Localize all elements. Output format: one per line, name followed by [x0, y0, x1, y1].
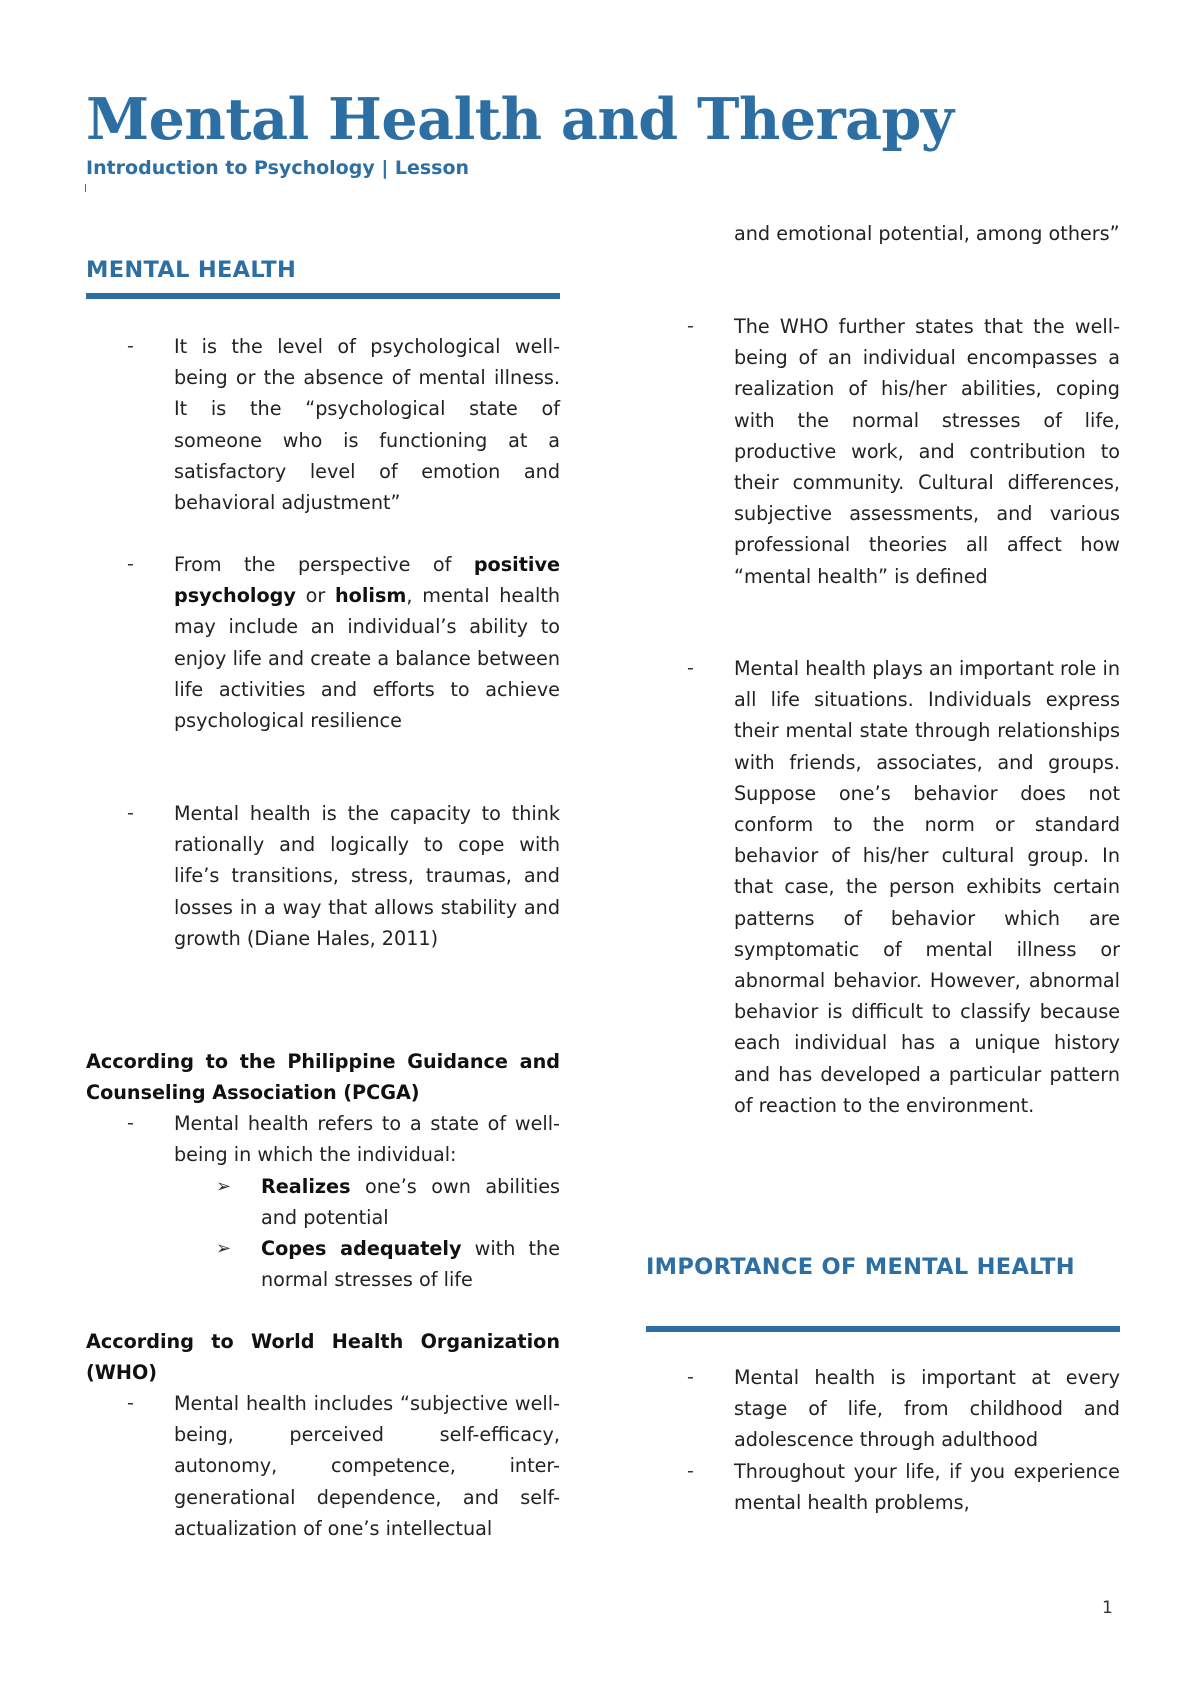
bullet-text: Mental health includes “subjective well-being, perceived self-efficacy, autonomy, competence, inter-generational dependence, and self-actualization of one’s intellectual	[174, 1392, 560, 1540]
bullet-text: Mental health plays an important role in all life situations. Individuals express their mental state through relationships with friends, associates, and groups. Suppose one’s behavior does not conform to the norm or standard behavior of his/her cultural group. In that case, the person exhibits certain patterns of behavior which are symptomatic of mental illness or abnormal behavior. However, abnormal behavior is difficult to classify because each individual has a unique history and has developed a particular pattern of reaction to the environment.	[734, 657, 1120, 1117]
list-item	[86, 331, 560, 518]
bullet-marker: -	[687, 315, 694, 337]
text-run: From the perspective of	[174, 553, 474, 576]
bullet-marker: -	[127, 1112, 134, 1134]
sub-list-item	[86, 1233, 560, 1295]
list-item	[86, 798, 560, 954]
continued-text	[646, 218, 1120, 249]
text-run: , mental health may include an individual’s ability to enjoy life and create a balance between life activities and efforts to achieve psychological resilience	[174, 584, 560, 733]
bullet-text: Mental health is the capacity to think rationally and logically to cope with life’s transitions, stress, traumas, and losses in a way that allows stability and growth (Diane Hales, 2011)	[174, 802, 560, 950]
list-item	[646, 653, 1120, 1121]
bullet-text: Mental health is important at every stage of life, from childhood and adolescence through adulthood	[734, 1366, 1120, 1452]
term-realizes: Realizes	[261, 1175, 351, 1198]
text-run: with the normal stresses of life	[261, 1237, 560, 1292]
bullet-text: The WHO further states that the well-being of an individual encompasses a realization of his/her abilities, coping with the normal stresses of life, productive work, and contribution to their community. Cultural differences, subjective assessments, and various professional theories all affect how “mental health” is defined	[734, 315, 1120, 588]
pcga-label: According to the Philippine Guidance and Counseling Association (PCGA)	[86, 1050, 560, 1105]
who-label: According to World Health Organization (WHO)	[86, 1330, 560, 1385]
document-title: Mental Health and Therapy	[86, 86, 954, 153]
bullet-marker: -	[687, 657, 694, 679]
term-positive-psychology: positive psychology	[174, 553, 560, 608]
bullet-marker: -	[127, 335, 134, 357]
arrow-bullet-icon: ➢	[216, 1176, 232, 1197]
bullet-text: Throughout your life, if you experience mental health problems,	[734, 1460, 1120, 1515]
section-heading-mental-health: MENTAL HEALTH	[86, 257, 297, 283]
bullet-marker: -	[127, 802, 134, 824]
bullet-text	[174, 549, 560, 736]
list-item	[646, 311, 1120, 592]
page-number: 1	[1102, 1598, 1113, 1618]
bullet-marker: -	[127, 553, 134, 575]
bullet-marker: -	[687, 1366, 694, 1388]
term-holism: holism	[335, 584, 407, 608]
list-item	[646, 1362, 1120, 1456]
bullet-marker: -	[127, 1392, 134, 1414]
continuation-text: and emotional potential, among others”	[734, 222, 1120, 245]
bullet-text: It is the level of psychological well-being or the absence of mental illness. It is the “psychological state of someone who is functioning at a satisfactory level of emotion and behavioral adjustment”	[174, 335, 560, 515]
list-item	[646, 1456, 1120, 1518]
list-item	[86, 549, 560, 736]
text-run: one’s own abilities and potential	[261, 1175, 560, 1230]
document-subtitle: Introduction to Psychology | Lesson	[86, 157, 470, 179]
section-rule	[646, 1326, 1120, 1332]
bullet-marker: -	[687, 1460, 694, 1482]
divider-mark	[85, 184, 86, 192]
sub-bullet-text	[261, 1233, 560, 1295]
list-item	[86, 1108, 560, 1170]
sub-bullet-text	[261, 1171, 560, 1233]
text-run: or	[295, 584, 335, 608]
list-item	[86, 1388, 560, 1544]
sub-list-item	[86, 1171, 560, 1233]
term-copes-adequately: Copes adequately	[261, 1237, 462, 1260]
bullet-text: Mental health refers to a state of well-being in which the individual:	[174, 1112, 560, 1167]
section-rule	[86, 293, 560, 299]
arrow-bullet-icon: ➢	[216, 1238, 232, 1259]
section-heading-importance: IMPORTANCE OF MENTAL HEALTH	[646, 1254, 1075, 1280]
